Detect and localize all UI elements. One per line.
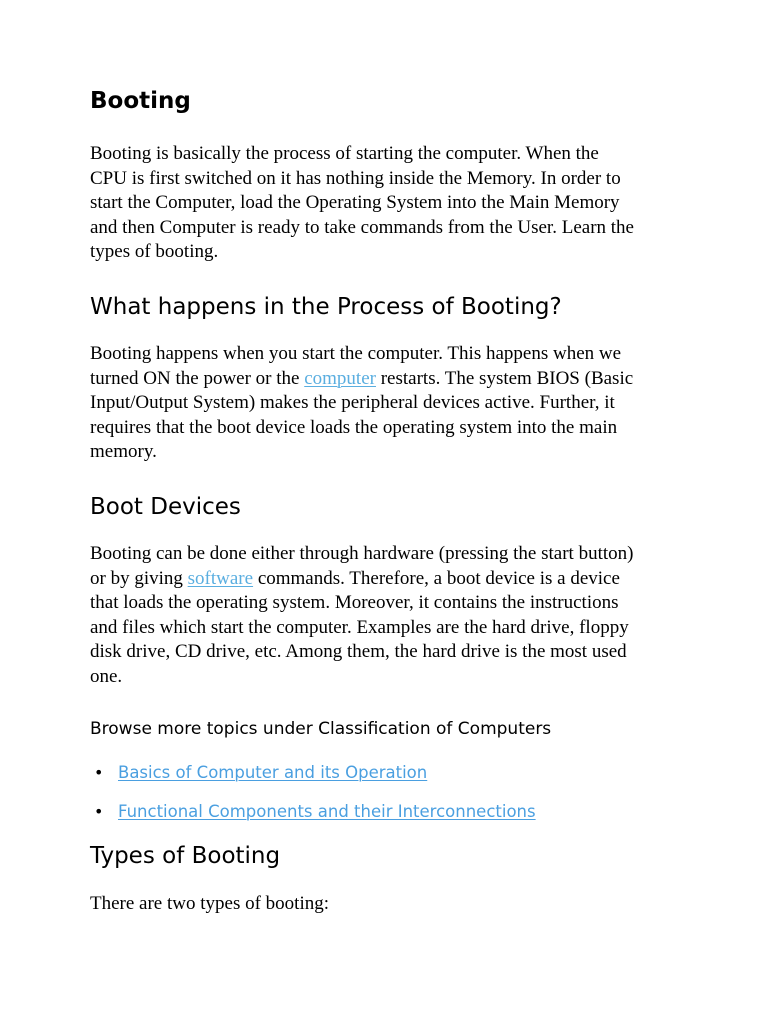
list-item xyxy=(90,802,536,821)
intro-line: and then Computer is ready to take commands from the User. Learn the xyxy=(90,216,634,238)
types-paragraph xyxy=(90,892,680,917)
intro-paragraph xyxy=(90,142,680,265)
section-heading-types: Types of Booting xyxy=(90,843,281,869)
boot-devices-paragraph xyxy=(90,542,680,690)
boot-devices-line: and files which start the computer. Examples are the hard drive, floppy xyxy=(90,616,629,638)
boot-devices-text: commands. Therefore, a boot device is a device xyxy=(253,567,620,589)
intro-line: Booting is basically the process of starting the computer. When the xyxy=(90,143,599,164)
page-title: Booting xyxy=(90,88,191,114)
process-line: Booting happens when you start the computer. This happens when we xyxy=(90,343,622,364)
intro-line: types of booting. xyxy=(90,241,219,263)
process-text: restarts. The system BIOS (Basic xyxy=(375,367,634,389)
intro-line: start the Computer, load the Operating System into the Main Memory xyxy=(90,192,620,214)
process-line xyxy=(90,367,680,392)
browse-topics-heading: Browse more topics under Classification of Computers xyxy=(90,719,552,739)
list-item xyxy=(90,763,427,782)
computer-link[interactable]: computer xyxy=(304,367,376,389)
bullet-icon: • xyxy=(94,763,104,782)
bullet-icon: • xyxy=(94,802,104,821)
boot-devices-line: that loads the operating system. Moreover, it contains the instructions xyxy=(90,592,619,614)
process-line: memory. xyxy=(90,441,157,463)
boot-devices-line: one. xyxy=(90,665,123,687)
section-heading-boot-devices: Boot Devices xyxy=(90,494,241,520)
process-line: requires that the boot device loads the operating system into the main xyxy=(90,416,618,438)
boot-devices-text: or by giving xyxy=(90,567,188,589)
boot-devices-line: disk drive, CD drive, etc. Among them, the hard drive is the most used xyxy=(90,641,627,663)
section-heading-process: What happens in the Process of Booting? xyxy=(90,294,562,320)
software-link[interactable]: software xyxy=(187,567,254,589)
boot-devices-line xyxy=(90,567,680,592)
functional-components-link[interactable]: Functional Components and their Interconnections xyxy=(118,802,536,821)
process-text: turned ON the power or the xyxy=(90,367,305,389)
process-line: Input/Output System) makes the peripheral devices active. Further, it xyxy=(90,392,615,414)
intro-line: CPU is first switched on it has nothing inside the Memory. In order to xyxy=(90,167,621,189)
basics-of-computer-link[interactable]: Basics of Computer and its Operation xyxy=(118,763,428,782)
process-paragraph xyxy=(90,342,680,465)
boot-devices-line: Booting can be done either through hardware (pressing the start button) xyxy=(90,543,634,564)
types-line: There are two types of booting: xyxy=(90,893,330,914)
